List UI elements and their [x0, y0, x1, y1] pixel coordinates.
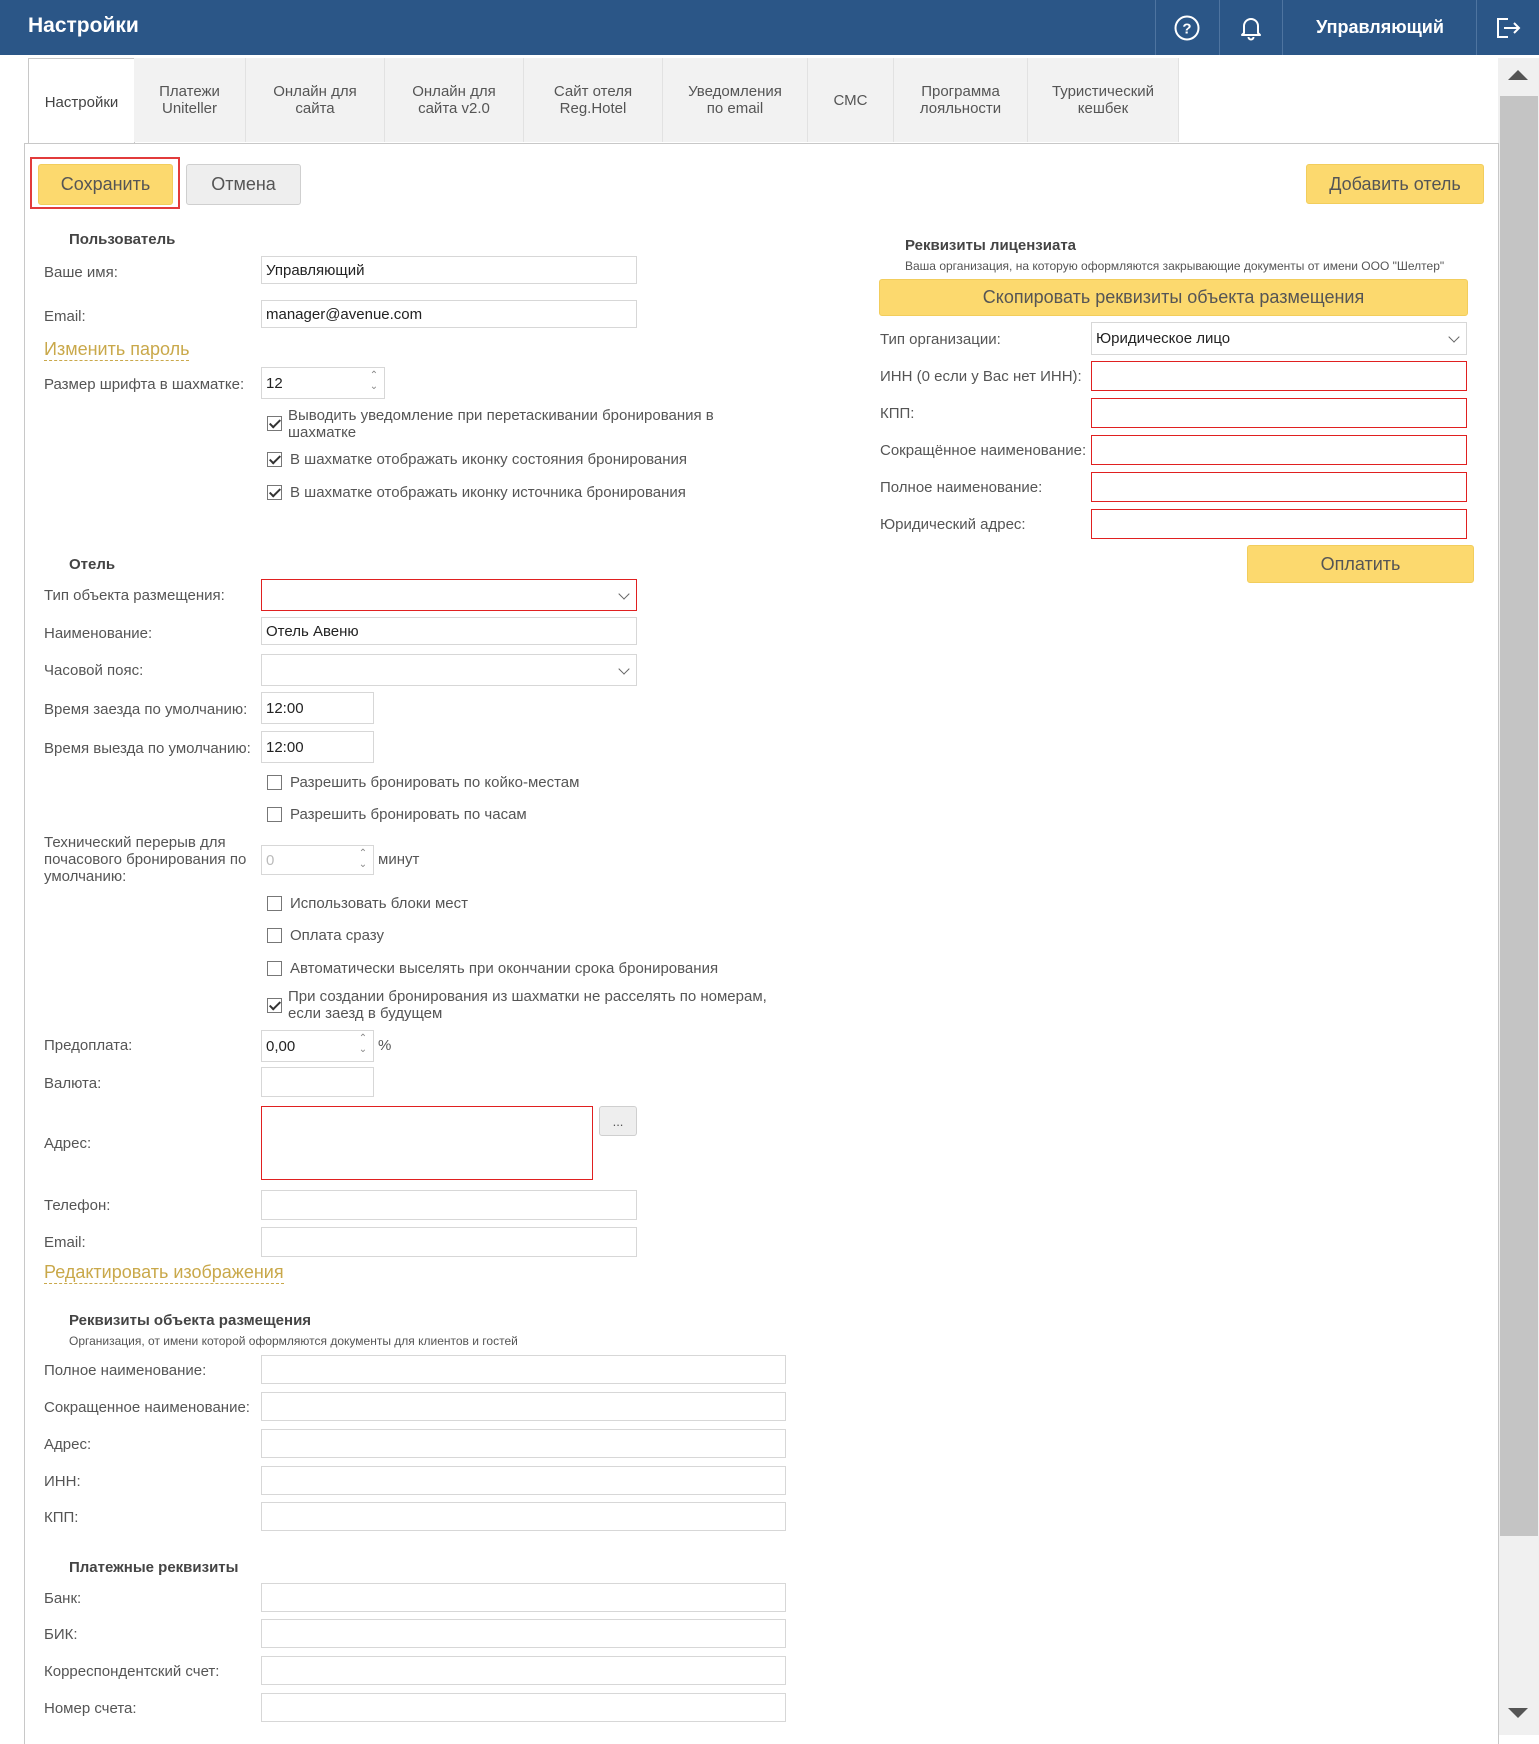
property-type-label: Тип объекта размещения: — [44, 587, 225, 604]
copy-requisites-button[interactable]: Скопировать реквизиты объекта размещения — [879, 279, 1468, 316]
percent-unit: % — [378, 1037, 392, 1054]
currency-input[interactable] — [261, 1067, 374, 1097]
tab-online-site-v2[interactable]: Онлайн для сайта v2.0 — [385, 58, 524, 142]
hourly-booking-label: Разрешить бронировать по часам — [290, 806, 527, 823]
add-hotel-button[interactable]: Добавить отель — [1306, 164, 1484, 204]
user-section-title: Пользователь — [69, 231, 176, 248]
drag-notification-checkbox[interactable] — [267, 416, 282, 431]
help-icon[interactable] — [1156, 0, 1218, 55]
chevron-down-icon — [618, 663, 629, 674]
legal-address-label: Юридический адрес: — [880, 516, 1026, 533]
full-name-label: Полное наименование: — [44, 1362, 207, 1379]
tab-loyalty[interactable]: Программа лояльности — [894, 58, 1028, 142]
licensee-subtitle: Ваша организация, на которую оформляются закрывающие документы от имени ООО "Шелтер" — [905, 259, 1445, 273]
hotel-name-label: Наименование: — [44, 625, 153, 642]
corr-account-input[interactable] — [261, 1656, 786, 1685]
tab-tourist-cashback[interactable]: Туристический кешбек — [1028, 58, 1179, 142]
technical-break-label: Технический перерыв для почасового бронирования по умолчанию: — [44, 834, 247, 885]
technical-break-stepper[interactable]: 0 ⌃ ⌄ — [261, 845, 374, 875]
phone-input[interactable] — [261, 1190, 637, 1220]
phone-label: Телефон: — [44, 1197, 111, 1214]
checkin-label: Время заезда по умолчанию: — [44, 701, 248, 718]
font-size-label: Размер шрифта в шахматке: — [44, 376, 245, 393]
seat-blocks-checkbox[interactable] — [267, 896, 282, 911]
account-number-input[interactable] — [261, 1693, 786, 1722]
tab-settings[interactable]: Настройки — [28, 58, 135, 145]
chevron-down-icon — [618, 588, 629, 599]
name-label: Ваше имя: — [44, 264, 118, 281]
licensee-short-name-label: Сокращённое наименование: — [880, 442, 1087, 459]
tab-online-site[interactable]: Онлайн для сайта — [246, 58, 385, 142]
kpp-label: КПП: — [44, 1509, 79, 1526]
scroll-up-icon[interactable] — [1508, 70, 1528, 80]
name-input[interactable]: Управляющий — [261, 256, 637, 284]
prepayment-label: Предоплата: — [44, 1037, 133, 1054]
chevron-down-icon — [1448, 331, 1459, 342]
font-size-stepper[interactable]: 12 ⌃ ⌄ — [261, 367, 385, 399]
no-room-assign-label: При создании бронирования из шахматки не расселять по номерам, если заезд в будущем — [288, 988, 767, 1022]
source-icon-checkbox[interactable] — [267, 485, 282, 500]
property-type-select[interactable] — [261, 579, 637, 611]
source-icon-label: В шахматке отображать иконку источника бронирования — [290, 484, 686, 501]
inn-label: ИНН: — [44, 1473, 81, 1490]
inn-input[interactable] — [261, 1466, 786, 1495]
payment-requisites-title: Платежные реквизиты — [69, 1559, 239, 1576]
kpp-input[interactable] — [261, 1502, 786, 1531]
account-number-label: Номер счета: — [44, 1700, 137, 1717]
scrollbar-thumb[interactable] — [1500, 96, 1538, 1536]
bik-label: БИК: — [44, 1626, 78, 1643]
drag-notification-label: Выводить уведомление при перетаскивании бронирования в шахматке — [288, 407, 714, 441]
licensee-kpp-input[interactable] — [1091, 398, 1467, 428]
prepayment-stepper[interactable]: 0,00 ⌃ ⌄ — [261, 1030, 374, 1062]
licensee-short-name-input[interactable] — [1091, 435, 1467, 465]
checkin-time-input[interactable]: 12:00 — [261, 692, 374, 724]
save-button[interactable]: Сохранить — [38, 164, 173, 205]
short-name-label: Сокращенное наименование: — [44, 1399, 250, 1416]
address-textarea[interactable] — [261, 1106, 593, 1180]
bank-input[interactable] — [261, 1583, 786, 1612]
beds-booking-label: Разрешить бронировать по койко-местам — [290, 774, 580, 791]
pay-button[interactable]: Оплатить — [1247, 545, 1474, 583]
minutes-unit: минут — [378, 851, 420, 868]
bank-label: Банк: — [44, 1590, 82, 1607]
hotel-section-title: Отель — [69, 556, 116, 573]
licensee-inn-label: ИНН (0 если у Вас нет ИНН): — [880, 368, 1082, 385]
logout-icon[interactable] — [1477, 0, 1539, 55]
tab-sms[interactable]: СМС — [808, 58, 894, 142]
user-menu[interactable]: Управляющий — [1316, 17, 1444, 37]
stepper-arrows-icon[interactable]: ⌃ ⌄ — [358, 1033, 368, 1055]
cancel-button[interactable]: Отмена — [186, 164, 301, 205]
bell-icon[interactable] — [1220, 0, 1282, 55]
org-type-label: Тип организации: — [880, 331, 1001, 348]
seat-blocks-label: Использовать блоки мест — [290, 895, 469, 912]
top-bar — [0, 0, 1539, 55]
checkout-time-input[interactable]: 12:00 — [261, 731, 374, 763]
legal-address-input[interactable] — [1091, 509, 1467, 539]
stepper-arrows-icon[interactable]: ⌃ ⌄ — [358, 848, 368, 870]
timezone-select[interactable] — [261, 654, 637, 686]
timezone-label: Часовой пояс: — [44, 662, 144, 679]
beds-booking-checkbox[interactable] — [267, 775, 282, 790]
licensee-full-name-input[interactable] — [1091, 472, 1467, 502]
tab-email-notifications[interactable]: Уведомления по email — [663, 58, 808, 142]
stepper-arrows-icon[interactable]: ⌃ ⌄ — [369, 370, 379, 392]
full-name-input[interactable] — [261, 1355, 786, 1384]
licensee-kpp-label: КПП: — [880, 405, 915, 422]
pay-immediately-label: Оплата сразу — [290, 927, 384, 944]
svg-text:?: ? — [1182, 20, 1192, 37]
tab-uniteller[interactable]: Платежи Uniteller — [134, 58, 246, 142]
email-input[interactable]: manager@avenue.com — [261, 300, 637, 328]
edit-images-link[interactable]: Редактировать изображения — [44, 1262, 284, 1282]
hourly-booking-checkbox[interactable] — [267, 807, 282, 822]
licensee-section-title: Реквизиты лицензиата — [905, 237, 1077, 254]
property-requisites-subtitle: Организация, от имени которой оформляются документы для клиентов и гостей — [69, 1334, 518, 1348]
corr-account-label: Корреспондентский счет: — [44, 1663, 220, 1680]
tab-reg-hotel[interactable]: Сайт отеля Reg.Hotel — [524, 58, 663, 142]
requisites-address-label: Адрес: — [44, 1436, 92, 1453]
hotel-email-input[interactable] — [261, 1227, 637, 1257]
org-type-select[interactable]: Юридическое лицо — [1091, 322, 1467, 355]
status-icon-checkbox[interactable] — [267, 452, 282, 467]
email-label: Email: — [44, 308, 86, 325]
no-room-assign-checkbox[interactable] — [267, 998, 282, 1013]
status-icon-label: В шахматке отображать иконку состояния бронирования — [290, 451, 688, 468]
property-requisites-title: Реквизиты объекта размещения — [69, 1312, 312, 1329]
app-title: Настройки — [28, 14, 139, 37]
currency-label: Валюта: — [44, 1075, 102, 1092]
licensee-full-name-label: Полное наименование: — [880, 479, 1043, 496]
address-label: Адрес: — [44, 1135, 92, 1152]
address-picker-button[interactable]: ... — [599, 1106, 637, 1136]
short-name-input[interactable] — [261, 1392, 786, 1421]
hotel-name-input[interactable]: Отель Авеню — [261, 617, 637, 645]
licensee-inn-input[interactable] — [1091, 361, 1467, 391]
requisites-address-input[interactable] — [261, 1429, 786, 1458]
hotel-email-label: Email: — [44, 1234, 86, 1251]
scroll-down-icon[interactable] — [1508, 1708, 1528, 1718]
auto-checkout-label: Автоматически выселять при окончании срока бронирования — [290, 960, 719, 977]
checkout-label: Время выезда по умолчанию: — [44, 740, 251, 757]
pay-immediately-checkbox[interactable] — [267, 928, 282, 943]
bik-input[interactable] — [261, 1619, 786, 1648]
change-password-link[interactable]: Изменить пароль — [44, 339, 190, 359]
auto-checkout-checkbox[interactable] — [267, 961, 282, 976]
